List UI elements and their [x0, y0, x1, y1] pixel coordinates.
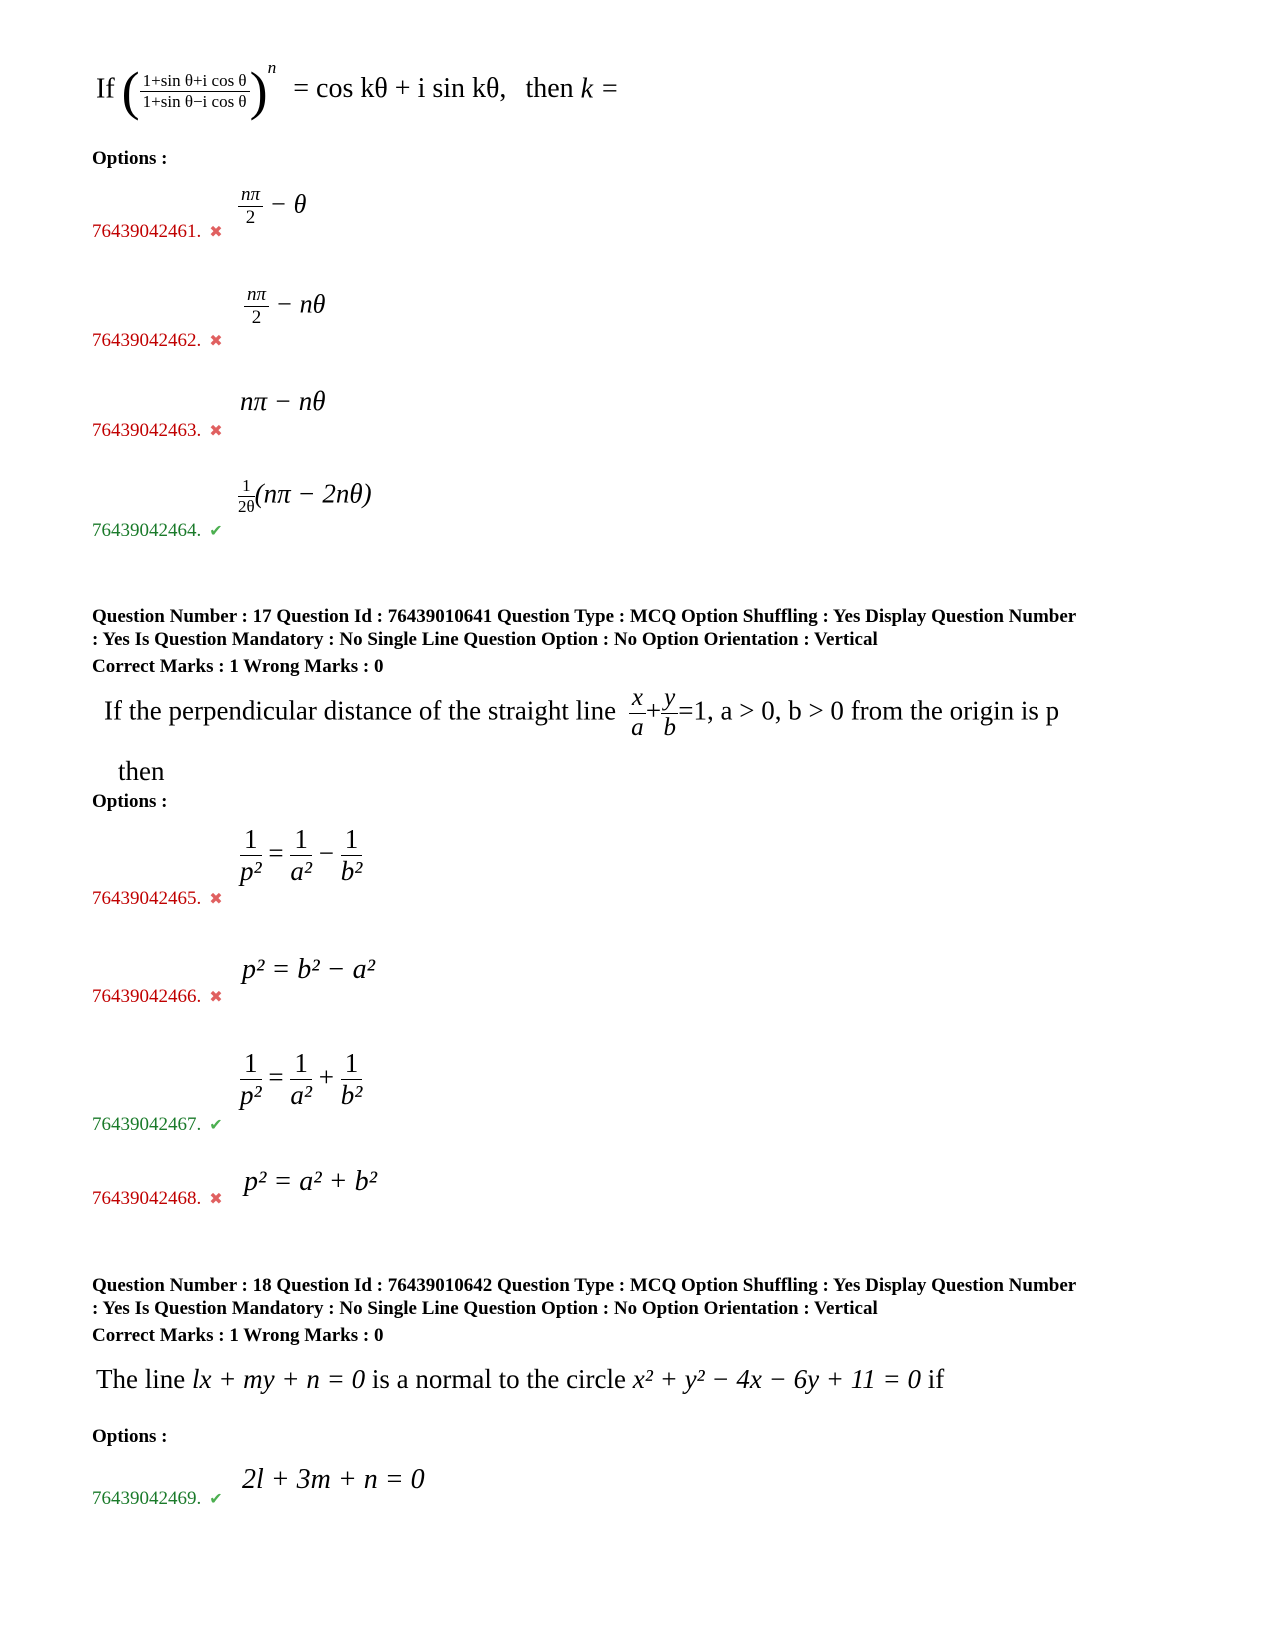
frac-num: 1 — [290, 1048, 312, 1080]
q16-opt4-rest: (nπ − 2nθ) — [254, 478, 372, 509]
q16-opt2-frac — [244, 284, 269, 329]
option-id: 76439042469. — [92, 1488, 202, 1509]
q18-option-1-expr: 2l + 3m + n = 0 — [242, 1464, 425, 1495]
eq-sign: = — [268, 837, 284, 868]
q17-frac1-num: x — [629, 684, 646, 714]
wrong-mark-icon: ✖ — [209, 423, 223, 440]
frac-b — [341, 1048, 363, 1111]
q16-option-1[interactable] — [92, 221, 223, 243]
q16-rhs: = cos kθ + i sin kθ, — [293, 73, 507, 105]
q17-option-1[interactable] — [92, 888, 223, 910]
q17-option-4-expr: p² = a² + b² — [244, 1166, 377, 1197]
option-id: 76439042462. — [92, 330, 202, 351]
q18-circle-eq: x² + y² − 4x − 6y + 11 = 0 — [632, 1364, 921, 1394]
q17-text-after: from the origin is p — [850, 695, 1060, 726]
q17-frac1-den: a — [631, 713, 644, 741]
q16-opt4-den: 2θ — [238, 496, 255, 516]
q16-lhs-den: 1+sin θ−i cos θ — [142, 91, 247, 111]
q16-option-1-expr — [238, 184, 306, 229]
operator: + — [318, 1061, 334, 1092]
frac-den: p² — [240, 856, 262, 887]
frac-num: 1 — [290, 824, 312, 856]
q17-frac-x-a — [629, 684, 646, 743]
frac-den: b² — [340, 856, 363, 887]
wrong-mark-icon: ✖ — [209, 333, 223, 350]
q18-question — [96, 1364, 944, 1395]
q17-text-before: If the perpendicular distance of the straight line — [104, 695, 617, 726]
q16-if: If — [96, 73, 115, 105]
q16-option-2[interactable] — [92, 330, 223, 352]
q16-open-paren: ( — [121, 61, 140, 121]
q16-lhs-fraction — [140, 71, 250, 111]
operator: − — [318, 837, 334, 868]
correct-check-icon: ✔ — [209, 523, 223, 540]
q17-frac-y-b — [661, 684, 678, 743]
q17-meta-line1: Question Number : 17 Question Id : 76439010641 Question Type : MCQ Option Shuffling : Yes Display Question Number — [92, 606, 1077, 627]
q17-meta-line2: : Yes Is Question Mandatory : No Single Line Question Option : No Option Orientation : Vertical — [92, 629, 878, 650]
q16-opt1-rest: − θ — [269, 189, 307, 219]
frac-b — [341, 824, 363, 887]
frac-den: b² — [340, 1080, 363, 1111]
q17-plus: + — [645, 695, 662, 726]
wrong-mark-icon: ✖ — [209, 891, 223, 908]
q18-text-c: if — [927, 1364, 945, 1394]
q16-opt1-frac — [238, 184, 263, 229]
q16-opt4-frac — [238, 476, 255, 516]
q18-options-label: Options : — [92, 1426, 168, 1447]
option-id: 76439042463. — [92, 420, 202, 441]
q16-opt2-den: 2 — [251, 306, 262, 328]
wrong-mark-icon: ✖ — [209, 989, 223, 1006]
q16-option-4[interactable] — [92, 520, 223, 542]
q16-opt4-num: 1 — [238, 476, 255, 497]
q16-option-4-expr — [238, 476, 372, 516]
q18-option-1[interactable] — [92, 1488, 223, 1510]
q17-option-1-expr — [240, 824, 362, 887]
q16-opt2-num: nπ — [244, 284, 269, 307]
q17-meta — [92, 605, 1182, 678]
q18-meta — [92, 1274, 1182, 1347]
correct-check-icon: ✔ — [209, 1117, 223, 1134]
q17-options-label: Options : — [92, 791, 168, 812]
option-id: 76439042465. — [92, 888, 202, 909]
correct-check-icon: ✔ — [209, 1491, 223, 1508]
wrong-mark-icon: ✖ — [209, 1191, 223, 1208]
eq-sign: = — [268, 1061, 284, 1092]
frac-lhs — [240, 1048, 262, 1111]
q16-lhs-num: 1+sin θ+i cos θ — [140, 71, 250, 92]
q18-marks: Correct Marks : 1 Wrong Marks : 0 — [92, 1325, 384, 1346]
q17-frac2-den: b — [663, 713, 676, 741]
frac-num: 1 — [341, 824, 363, 856]
frac-num: 1 — [341, 1048, 363, 1080]
q18-meta-line2: : Yes Is Question Mandatory : No Single Line Question Option : No Option Orientation : Vertical — [92, 1298, 878, 1319]
q16-k-eq: k = — [580, 73, 619, 105]
frac-lhs — [240, 824, 262, 887]
q16-question — [96, 60, 619, 122]
q17-option-3[interactable] — [92, 1114, 223, 1136]
q16-option-2-expr — [244, 284, 325, 329]
q16-opt2-rest: − nθ — [275, 289, 326, 319]
frac-den: a² — [290, 856, 312, 887]
wrong-mark-icon: ✖ — [209, 224, 223, 241]
q17-question — [104, 684, 1059, 743]
q16-then: then — [525, 73, 574, 105]
option-id: 76439042468. — [92, 1188, 202, 1209]
option-id: 76439042466. — [92, 986, 202, 1007]
q17-marks: Correct Marks : 1 Wrong Marks : 0 — [92, 656, 384, 677]
option-id: 76439042461. — [92, 221, 202, 242]
q17-option-3-expr — [240, 1048, 362, 1111]
q18-line-eq: lx + my + n = 0 — [191, 1364, 366, 1394]
q18-text-a: The line — [96, 1364, 186, 1394]
q16-opt1-den: 2 — [245, 206, 256, 228]
q16-option-3[interactable] — [92, 420, 223, 442]
frac-den: a² — [290, 1080, 312, 1111]
q17-frac2-num: y — [661, 684, 678, 714]
q17-option-4[interactable] — [92, 1188, 223, 1210]
q16-option-3-expr: nπ − nθ — [240, 386, 326, 416]
q17-then: then — [118, 756, 165, 786]
frac-den: p² — [240, 1080, 262, 1111]
frac-num: 1 — [240, 1048, 262, 1080]
q16-opt1-num: nπ — [238, 184, 263, 207]
q17-condition: =1, a > 0, b > 0 — [678, 695, 844, 726]
q16-exponent: n — [267, 58, 277, 78]
q16-options-label: Options : — [92, 148, 168, 169]
q17-option-2[interactable] — [92, 986, 223, 1008]
option-id: 76439042467. — [92, 1114, 202, 1135]
q18-text-b: is a normal to the circle — [371, 1364, 627, 1394]
frac-a — [290, 824, 312, 887]
q17-option-2-expr: p² = b² − a² — [242, 954, 375, 985]
option-id: 76439042464. — [92, 520, 202, 541]
q16-close-paren: ) — [249, 61, 268, 121]
frac-num: 1 — [240, 824, 262, 856]
q18-meta-line1: Question Number : 18 Question Id : 76439010642 Question Type : MCQ Option Shuffling : Yes Display Question Number — [92, 1275, 1077, 1296]
frac-a — [290, 1048, 312, 1111]
